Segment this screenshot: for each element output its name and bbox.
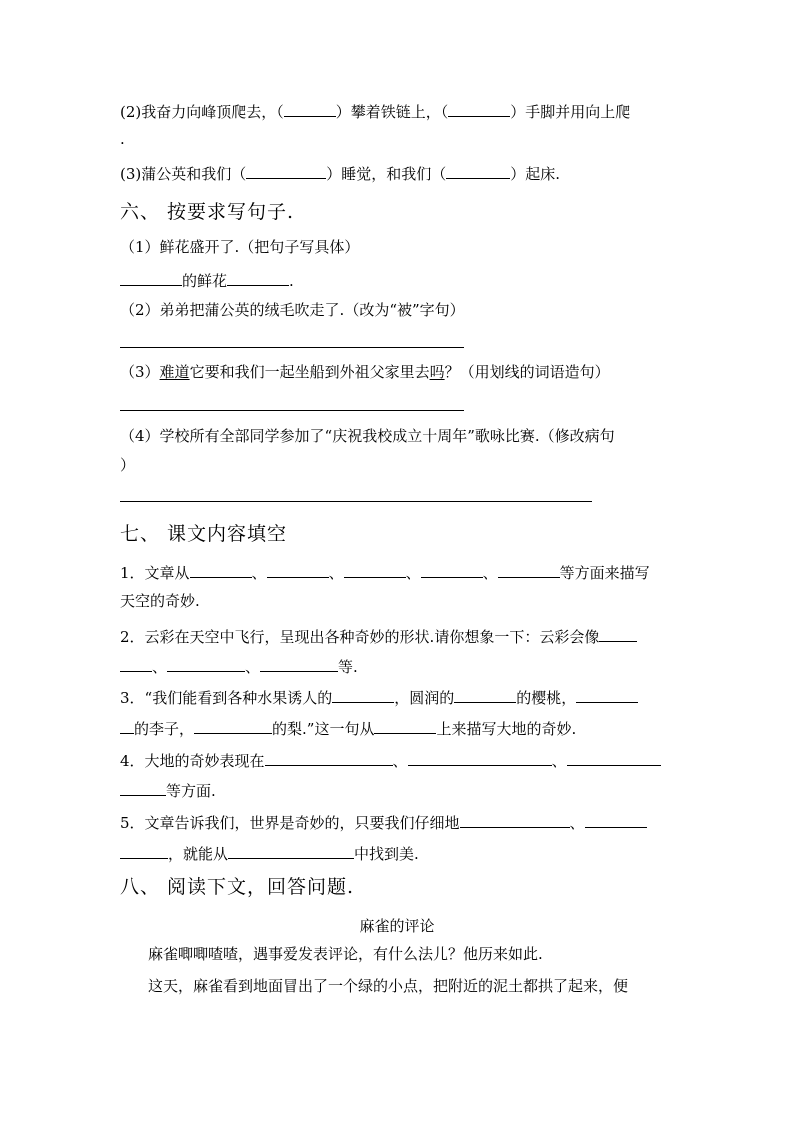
q7-1-text-a: 1．文章从 [120, 564, 190, 582]
section-8-heading: 八、 阅读下文，回答问题. [120, 876, 355, 898]
answer-blank[interactable] [454, 687, 516, 703]
separator: 、 [405, 564, 421, 582]
q7-2-cont [120, 656, 358, 676]
answer-blank[interactable] [190, 562, 252, 578]
separator: 、 [251, 564, 267, 582]
answer-blank[interactable] [498, 562, 560, 578]
q6-3-underlined-word-2: 吗 [429, 363, 445, 381]
answer-line[interactable] [120, 501, 592, 502]
answer-blank[interactable] [599, 626, 637, 642]
q7-5-text-a: 5．文章告诉我们，世界是奇妙的，只要我们仔细地 [120, 814, 460, 832]
q6-4: （4）学校所有全部同学参加了“庆祝我校成立十周年”歌咏比赛.（修改病句 [120, 427, 615, 445]
q6-3-post: ？（用划线的词语造句） [444, 363, 610, 381]
q7-5-text-c: 中找到美. [354, 845, 419, 863]
q5-2-text-b: ）攀着铁链上，（ [335, 103, 449, 121]
answer-blank[interactable] [267, 562, 329, 578]
answer-blank[interactable] [408, 750, 552, 766]
section-7-heading: 七、 课文内容填空 [120, 523, 288, 545]
answer-blank[interactable] [374, 718, 436, 734]
q7-3-line [120, 687, 638, 707]
q6-1-end: . [289, 272, 294, 290]
answer-blank[interactable] [246, 164, 326, 179]
q7-3-text-d: 的李子， [134, 720, 195, 738]
q5-3-text-b: ）睡觉，和我们（ [326, 165, 447, 183]
separator: 、 [551, 752, 567, 770]
answer-blank[interactable] [120, 843, 168, 859]
answer-blank[interactable] [446, 164, 510, 179]
answer-blank[interactable] [421, 562, 483, 578]
q6-1: （1）鲜花盛开了.（把句子写具体） [120, 238, 360, 256]
answer-line[interactable] [120, 347, 464, 348]
q5-2-text-c: ）手脚并用向上爬 [510, 103, 631, 121]
q6-1-answer [120, 270, 294, 290]
separator: 、 [152, 658, 168, 676]
answer-blank[interactable] [576, 687, 638, 703]
separator: 、 [328, 564, 344, 582]
answer-blank[interactable] [332, 687, 394, 703]
answer-line[interactable] [120, 410, 464, 411]
q7-3-text-f: 上来描写大地的奇妙. [436, 720, 577, 738]
passage-paragraph-1: 麻雀唧唧喳喳，遇事爱发表评论，有什么法儿？他历来如此. [148, 945, 543, 963]
q5-3-line [120, 164, 560, 183]
answer-blank[interactable] [448, 102, 510, 117]
q7-3-text-e: 的梨.”这一句从 [272, 720, 375, 738]
answer-blank[interactable] [567, 750, 661, 766]
q6-1-mid: 的鲜花 [182, 272, 228, 290]
answer-blank[interactable] [120, 656, 152, 672]
q6-3-mid: 它要和我们一起坐船到外祖父家里去 [189, 363, 430, 381]
q7-5-text-b: ，就能从 [168, 845, 229, 863]
q5-3-text-a: (3)蒲公英和我们（ [120, 165, 247, 183]
q7-4-text-b: 等方面. [166, 782, 216, 800]
answer-blank[interactable] [167, 656, 245, 672]
q7-3-cont [120, 718, 576, 738]
q7-5-line [120, 812, 647, 832]
q7-1-line [120, 562, 650, 582]
q7-2-text-a: 2．云彩在天空中飞行，呈现出各种奇妙的形状.请你想象一下：云彩会像 [120, 628, 600, 646]
q6-2: （2）弟弟把蒲公英的绒毛吹走了.（改为“被”字句） [120, 301, 465, 319]
answer-blank[interactable] [194, 718, 272, 734]
q7-2-line [120, 626, 637, 646]
q6-3-pre: （3） [120, 363, 160, 381]
answer-blank[interactable] [228, 843, 354, 859]
separator: 、 [482, 564, 498, 582]
q6-3-underlined-word-1: 难道 [159, 363, 190, 381]
q5-2-tail: . [120, 130, 125, 148]
answer-blank[interactable] [120, 780, 166, 796]
section-6-heading: 六、 按要求写句子. [120, 201, 295, 223]
answer-blank[interactable] [284, 102, 336, 117]
answer-blank[interactable] [260, 656, 338, 672]
q7-3-text-b: ，圆润的 [394, 689, 455, 707]
answer-blank[interactable] [120, 270, 182, 286]
q7-3-text-a: 3．“我们能看到各种水果诱人的 [120, 689, 333, 707]
q7-4-cont [120, 780, 216, 800]
answer-blank[interactable] [120, 718, 134, 734]
answer-blank[interactable] [460, 812, 570, 828]
passage-title: 麻雀的评论 [359, 917, 435, 935]
answer-blank[interactable] [227, 270, 289, 286]
separator: 、 [245, 658, 261, 676]
passage-paragraph-2: 这天，麻雀看到地面冒出了一个绿的小点，把附近的泥土都拱了起来，便 [148, 977, 629, 995]
q6-4-tail: ） [120, 456, 136, 474]
q7-3-text-c: 的樱桃， [516, 689, 577, 707]
q7-2-text-b: 等. [338, 658, 358, 676]
q7-1-cont: 天空的奇妙. [120, 592, 200, 610]
q7-4-text-a: 4．大地的奇妙表现在 [120, 752, 265, 770]
separator: 、 [569, 814, 585, 832]
q6-3 [120, 363, 610, 381]
separator: 、 [392, 752, 408, 770]
answer-blank[interactable] [585, 812, 647, 828]
q7-1-text-b: 等方面来描写 [559, 564, 650, 582]
q5-2-text-a: (2)我奋力向峰顶爬去，（ [120, 103, 284, 121]
q7-4-line [120, 750, 661, 770]
answer-blank[interactable] [265, 750, 393, 766]
answer-blank[interactable] [344, 562, 406, 578]
q7-5-cont [120, 843, 419, 863]
q5-2-line [120, 102, 630, 121]
q5-3-text-c: ）起床. [510, 165, 561, 183]
